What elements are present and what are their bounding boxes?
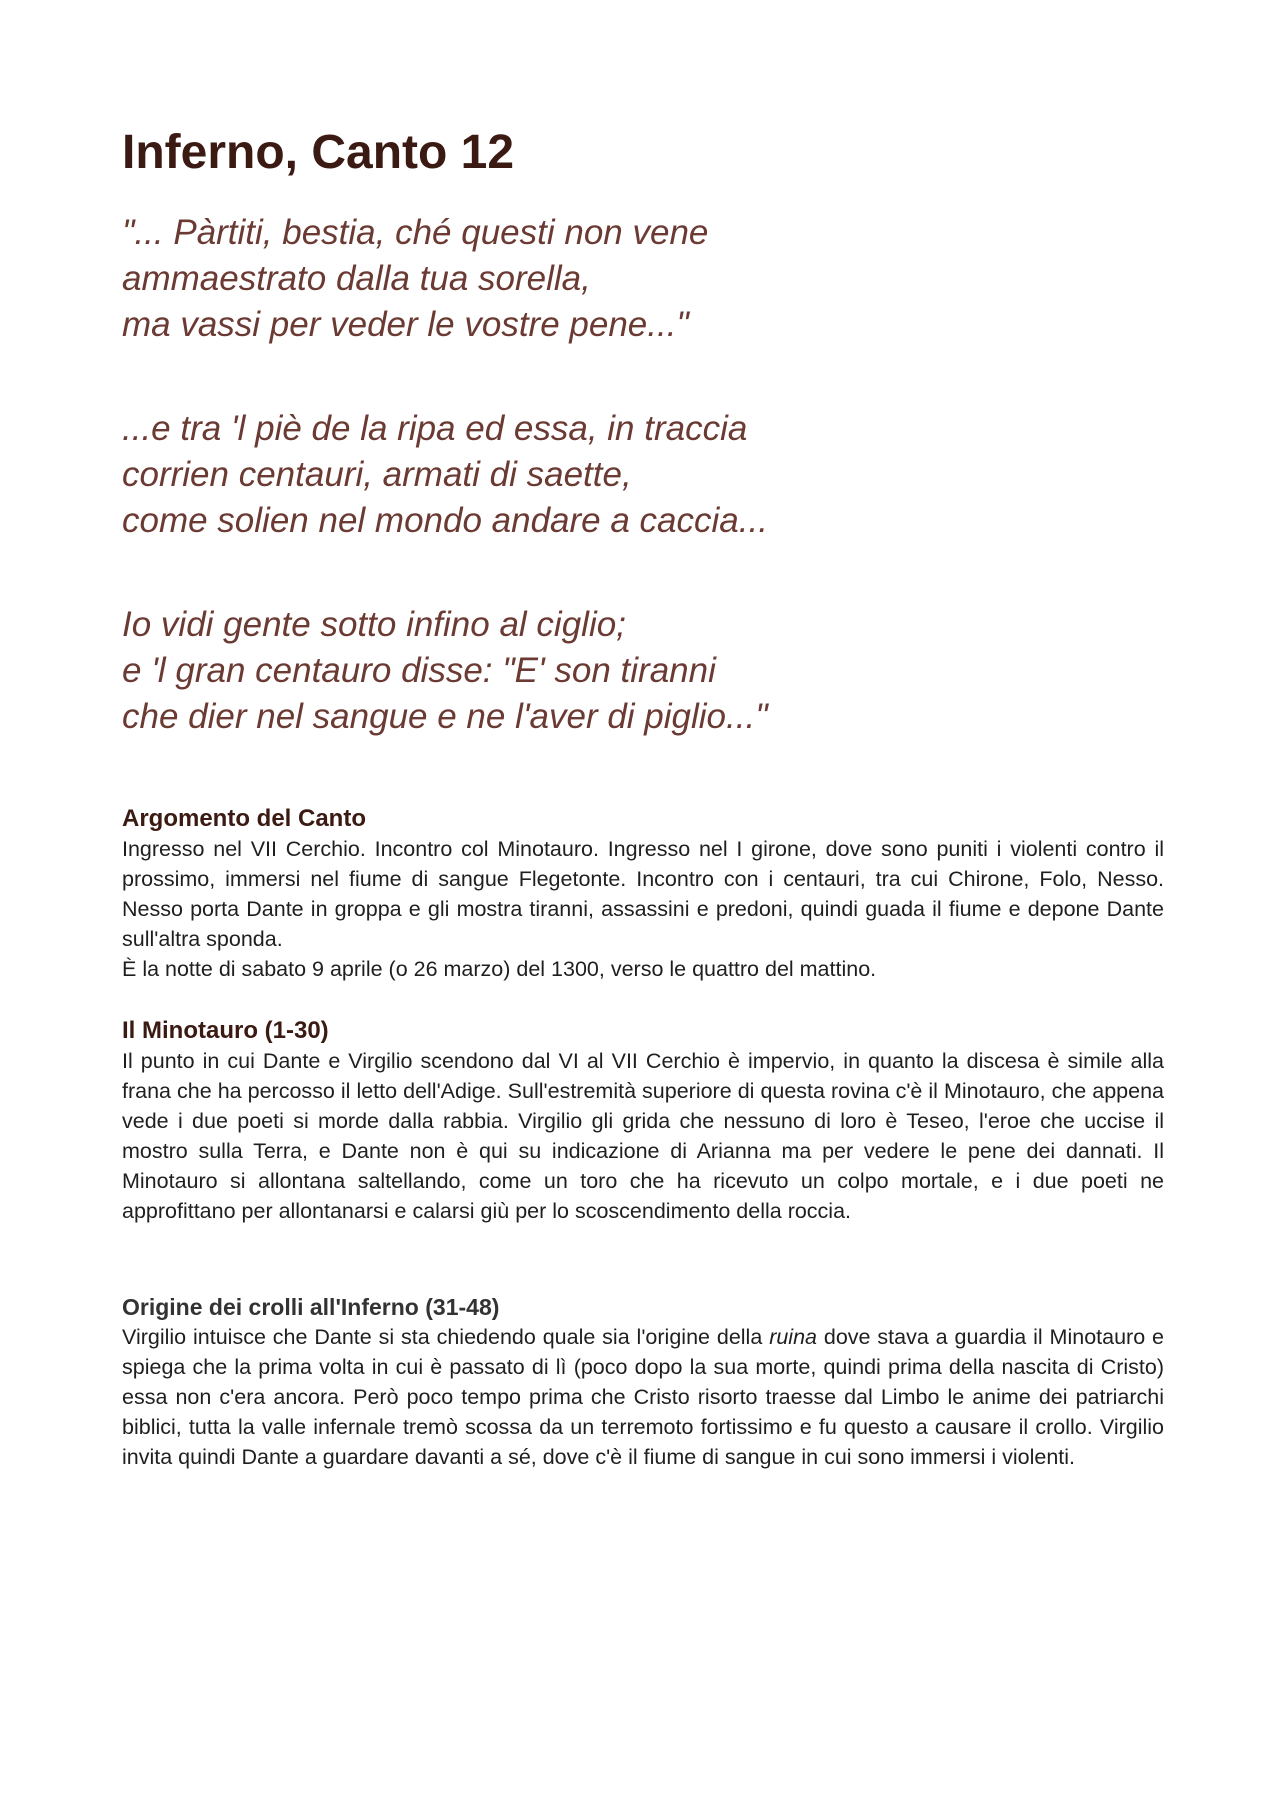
paragraph-text: Virgilio intuisce che Dante si sta chiedendo quale sia l'origine della: [122, 1325, 770, 1349]
section-origine: [122, 1292, 1164, 1472]
section-paragraph: Il punto in cui Dante e Virgilio scendono dal VI al VII Cerchio è impervio, in quanto la discesa è simile alla frana che ha percosso il letto dell'Adige. Sull'estremità superiore di questa rovina c'è il Minotauro, che appena vede i due poeti si morde dalla rabbia. Virgilio gli grida che nessuno di loro è Teseo, l'eroe che uccise il mostro sulla Terra, e Dante non è qui su indicazione di Arianna ma per vedere le pene dei dannati. Il Minotauro si allontana saltellando, come un toro che ha ricevuto un colpo mortale, e i due poeti ne approfittano per allontanarsi e calarsi giù per lo scoscendimento della roccia.: [122, 1049, 1164, 1223]
emphasis-text: ruina: [769, 1325, 817, 1349]
stanza-line: corrien centauri, armati di saette,: [122, 455, 632, 494]
section-heading: Origine dei crolli all'Inferno (31-48): [122, 1294, 500, 1320]
stanza-line: ma vassi per veder le vostre pene...": [122, 305, 689, 344]
section-heading: Il Minotauro (1-30): [122, 1017, 329, 1044]
stanza-line: ...e tra 'l piè de la ripa ed essa, in traccia: [122, 409, 748, 448]
stanza-line: che dier nel sangue e ne l'aver di piglio...": [122, 697, 768, 736]
section-note: È la notte di sabato 9 aprile (o 26 marzo) del 1300, verso le quattro del mattino.: [122, 957, 877, 981]
paragraph-text: dove stava a guardia il Minotauro e spiega che la prima volta in cui è passato di lì (poco dopo la sua morte, quindi prima della nascita di Cristo) essa non c'era ancora. Però poco tempo prima che Cristo risorto traesse dal Limbo le anime dei patriarchi biblici, tutta la valle infernale tremò scossa da un terremoto fortissimo e fu questo a causare il crollo. Virgilio invita quindi Dante a guardare davanti a sé, dove c'è il fiume di sangue in cui sono immersi i violenti.: [122, 1325, 1164, 1469]
section-minotauro: [122, 1016, 1164, 1226]
quote-stanza-1: [122, 210, 1162, 348]
section-argomento: [122, 804, 1164, 984]
stanza-line: e 'l gran centauro disse: "E' son tiranni: [122, 651, 716, 690]
section-heading: Argomento del Canto: [122, 805, 366, 832]
stanza-line: come solien nel mondo andare a caccia...: [122, 501, 768, 540]
stanza-line: Io vidi gente sotto infino al ciglio;: [122, 605, 626, 644]
quote-stanza-3: [122, 602, 1162, 740]
page-title: Inferno, Canto 12: [122, 126, 515, 179]
stanza-line: ammaestrato dalla tua sorella,: [122, 259, 591, 298]
quote-stanza-2: [122, 406, 1162, 544]
section-paragraph: [122, 1322, 1164, 1472]
stanza-line: "... Pàrtiti, bestia, ché questi non vene: [122, 213, 709, 252]
section-paragraph: Ingresso nel VII Cerchio. Incontro col Minotauro. Ingresso nel I girone, dove sono puniti i violenti contro il prossimo, immersi nel fiume di sangue Flegetonte. Incontro con i centauri, tra cui Chirone, Folo, Nesso. Nesso porta Dante in groppa e gli mostra tiranni, assassini e predoni, quindi guada il fiume e depone Dante sull'altra sponda.: [122, 837, 1164, 951]
